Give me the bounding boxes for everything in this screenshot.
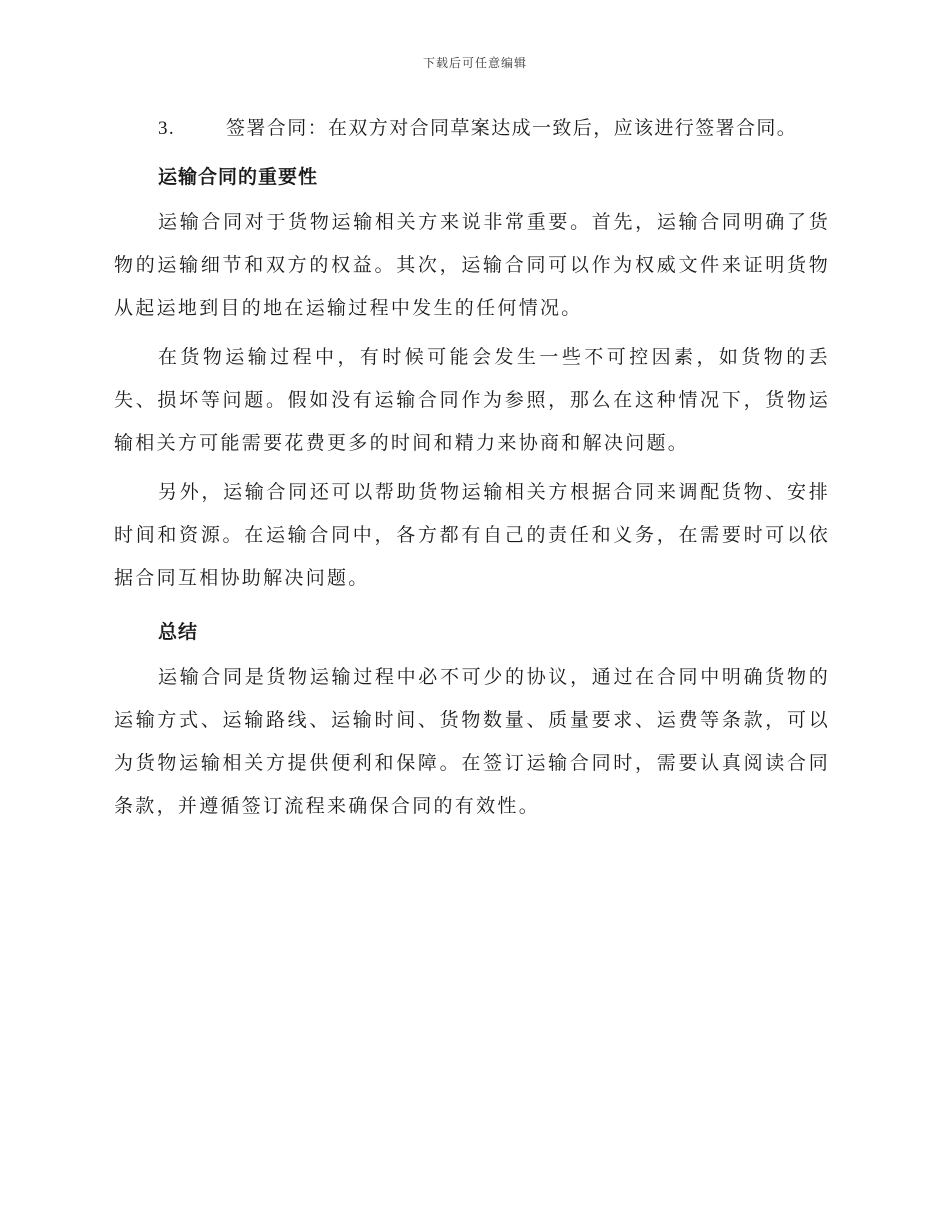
list-item-text: 签署合同：在双方对合同草案达成一致后，应该进行签署合同。: [226, 117, 798, 139]
document-body: [114, 108, 830, 834]
section-heading-importance: 运输合同的重要性: [158, 166, 319, 188]
list-item-signing: [114, 108, 830, 149]
paragraph-importance-1: 运输合同对于货物运输相关方来说非常重要。首先，运输合同明确了货物的运输细节和双方的权益。其次，运输合同可以作为权威文件来证明货物从起运地到目的地在运输过程中发生的任何情况。: [114, 211, 830, 319]
section-heading-summary: 总结: [158, 621, 199, 643]
header-note: 下载后可任意编辑: [422, 56, 527, 70]
list-item-number: 3.: [158, 118, 176, 139]
paragraph-importance-3: 另外，运输合同还可以帮助货物运输相关方根据合同来调配货物、安排时间和资源。在运输合同中，各方都有自己的责任和义务，在需要时可以依据合同互相协助解决问题。: [114, 481, 830, 589]
paragraph-importance-2: 在货物运输过程中，有时候可能会发生一些不可控因素，如货物的丢失、损坏等问题。假如没有运输合同作为参照，那么在这种情况下，货物运输相关方可能需要花费更多的时间和精力来协商和解决问题。: [114, 346, 830, 454]
paragraph-summary-1: 运输合同是货物运输过程中必不可少的协议，通过在合同中明确货物的运输方式、运输路线、运输时间、货物数量、质量要求、运费等条款，可以为货物运输相关方提供便利和保障。在签订运输合同时，需要认真阅读合同条款，并遵循签订流程来确保合同的有效性。: [114, 666, 830, 817]
